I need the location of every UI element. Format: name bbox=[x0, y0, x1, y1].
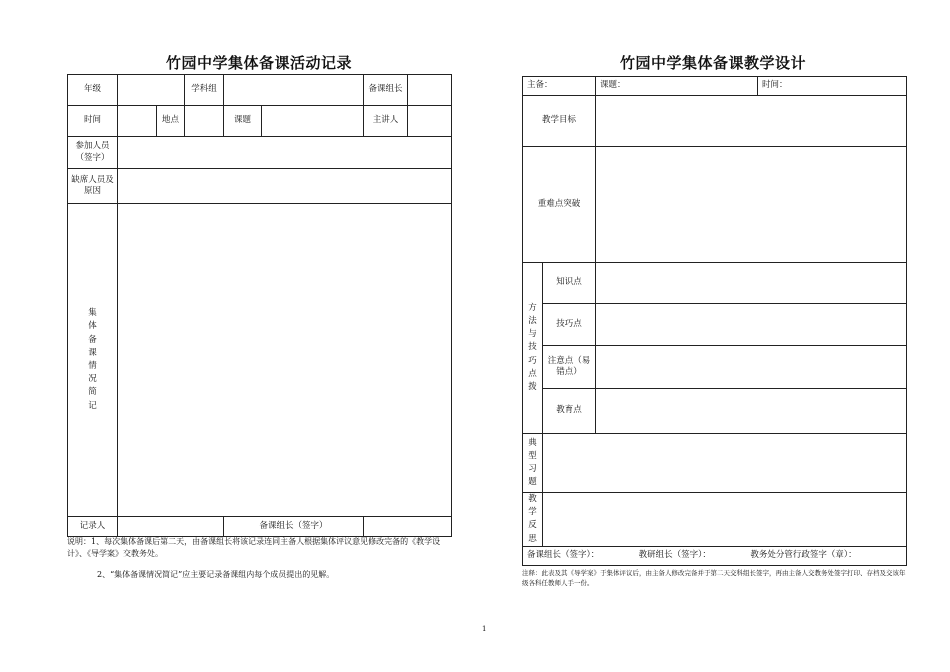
speaker-value[interactable] bbox=[408, 106, 452, 137]
right-page-title: 竹园中学集体备课教学设计 bbox=[619, 54, 806, 72]
time-label: 时间 bbox=[68, 106, 118, 137]
key-difficulties-value[interactable] bbox=[596, 147, 907, 263]
skills-value[interactable] bbox=[596, 304, 907, 346]
grade-label: 年级 bbox=[68, 75, 118, 106]
main-preparer-field[interactable]: 主备： bbox=[523, 77, 596, 96]
teaching-design-table bbox=[522, 76, 907, 566]
leader-sign-label: 备课组长（签字） bbox=[224, 517, 364, 537]
grade-value[interactable] bbox=[118, 75, 185, 106]
exercises-label: 典型习题 bbox=[523, 434, 543, 493]
attention-label: 注意点（易错点） bbox=[543, 346, 596, 389]
group-leader-sign[interactable]: 备课组长（签字）： bbox=[527, 549, 600, 560]
participants-label: 参加人员（签字） bbox=[68, 137, 118, 169]
education-label: 教育点 bbox=[543, 389, 596, 434]
recorder-label: 记录人 bbox=[68, 517, 118, 537]
topic-label: 课题 bbox=[224, 106, 262, 137]
teaching-goal-value[interactable] bbox=[596, 96, 907, 147]
time-field[interactable]: 时间： bbox=[758, 77, 907, 96]
admin-sign[interactable]: 教务处分管行政签字（章）： bbox=[750, 549, 857, 560]
reflection-label: 教学反思 bbox=[523, 493, 543, 547]
left-note-2: 2、“集体备课情况简记”应主要记录备课组内每个成员提出的见解。 bbox=[97, 570, 335, 579]
participants-value[interactable] bbox=[118, 137, 452, 169]
time-value[interactable] bbox=[118, 106, 157, 137]
leader-sign-value[interactable] bbox=[364, 517, 452, 537]
left-note-1: 说明：1、每次集体备课后第二天，由备课组长将该记录连同主备人根据集体评议意见修改完备的《教学设计》、《导学案》交教务处。 bbox=[67, 537, 441, 558]
research-leader-sign[interactable]: 教研组长（签字）： bbox=[638, 549, 711, 560]
topic-field[interactable]: 课题： bbox=[596, 77, 758, 96]
teaching-goal-label: 教学目标 bbox=[523, 96, 596, 147]
methods-label: 方法与技巧点拨 bbox=[523, 263, 543, 434]
place-value[interactable] bbox=[185, 106, 224, 137]
group-leader-value[interactable] bbox=[408, 75, 452, 106]
place-label: 地点 bbox=[157, 106, 185, 137]
activity-record-table bbox=[67, 74, 452, 537]
signature-footer bbox=[523, 546, 907, 565]
summary-label: 集体备课情况简记 bbox=[68, 204, 118, 517]
knowledge-label: 知识点 bbox=[543, 263, 596, 304]
topic-value[interactable] bbox=[262, 106, 364, 137]
right-note: 注释：此表及其《导学案》于集体评议后，由主备人修改完备并于第二天交科组长签字，再由主备人交教务处签字打印、存档及交该年级各科任教师人手一份。 bbox=[522, 569, 906, 588]
absentees-value[interactable] bbox=[118, 169, 452, 204]
left-page-title: 竹园中学集体备课活动记录 bbox=[165, 54, 352, 72]
recorder-value[interactable] bbox=[118, 517, 224, 537]
subject-group-label: 学科组 bbox=[185, 75, 224, 106]
education-value[interactable] bbox=[596, 389, 907, 434]
absentees-label: 缺席人员及原因 bbox=[68, 169, 118, 204]
attention-value[interactable] bbox=[596, 346, 907, 389]
group-leader-label: 备课组长 bbox=[364, 75, 408, 106]
summary-content[interactable] bbox=[118, 204, 452, 517]
exercises-value[interactable] bbox=[543, 434, 907, 493]
knowledge-value[interactable] bbox=[596, 263, 907, 304]
speaker-label: 主讲人 bbox=[364, 106, 408, 137]
skills-label: 技巧点 bbox=[543, 304, 596, 346]
page-number: 1 bbox=[482, 625, 487, 633]
reflection-value[interactable] bbox=[543, 493, 907, 547]
subject-group-value[interactable] bbox=[224, 75, 364, 106]
key-difficulties-label: 重难点突破 bbox=[523, 147, 596, 263]
